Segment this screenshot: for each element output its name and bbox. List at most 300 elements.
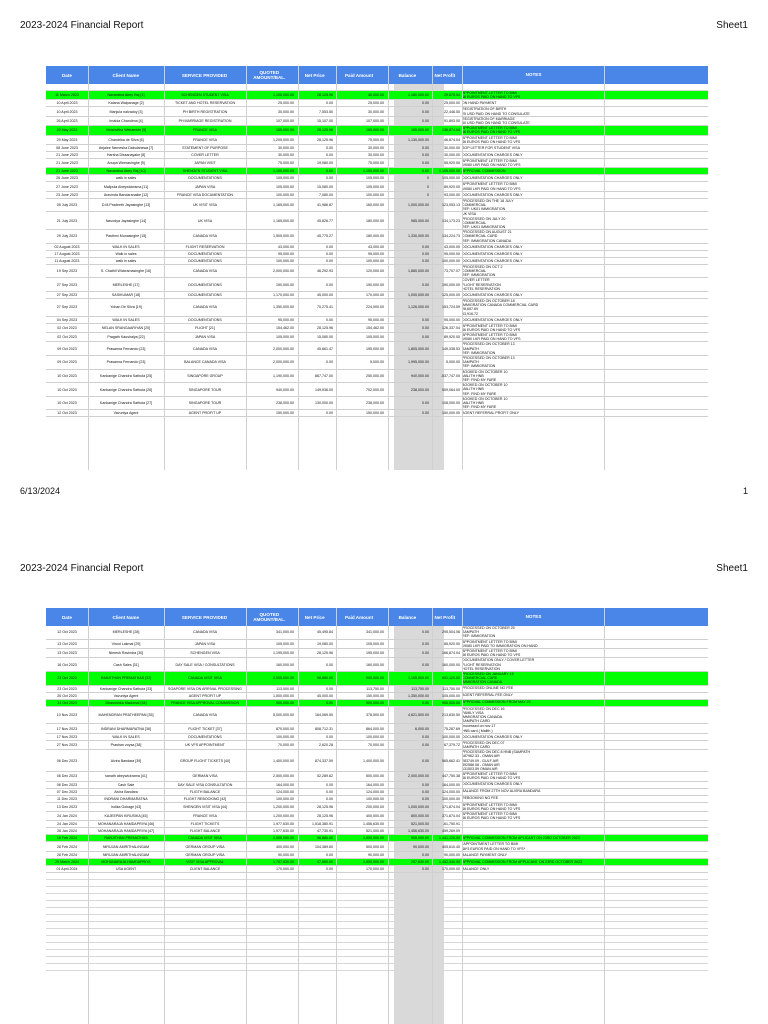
cell-balance: 0.00 xyxy=(422,401,429,406)
cell-notes: APPROVAL COMMISSION FROM MAY 23 xyxy=(462,700,531,705)
cell-service: FRANCE VISA xyxy=(193,137,217,142)
blank-row xyxy=(46,964,708,971)
print-date: 6/13/2024 xyxy=(20,486,61,496)
cell-paid: 250,000.00 xyxy=(366,373,384,378)
cell-date: 21 June 2023 xyxy=(56,152,78,157)
grid-line xyxy=(336,66,337,470)
table-row xyxy=(46,91,708,100)
cell-date: 06 Dec 2023 xyxy=(56,758,78,763)
cell-client: MERLESHE [17] xyxy=(112,282,140,287)
cell-paid: 341,000.00 xyxy=(366,630,384,635)
cell-net-price: 0.00 xyxy=(326,866,333,871)
cell-service: GERMAN GROUP VISA xyxy=(185,844,225,849)
cell-notes: APPROVAL COMMISSION FROM APLICANT ON 23RD OCTOBER 2023 xyxy=(462,836,580,841)
cell-net-profit: 150,000.00 xyxy=(442,411,460,416)
cell-service: JAPAN VISA xyxy=(194,335,216,340)
cell-notes: PROCESSED ONLINE NO FEE xyxy=(462,686,514,691)
cell-net-profit: 25,000.00 xyxy=(444,101,460,106)
cell-date: 26 April 2023 xyxy=(56,118,78,123)
grid-line xyxy=(604,608,605,1024)
cell-date: 26 Jan 2024 xyxy=(57,829,77,834)
cell-service: CLIENT BALANCE xyxy=(189,866,221,871)
grid-line xyxy=(88,608,89,1024)
cell-balance: 0 xyxy=(427,176,429,181)
cell-date: 05 July 2023 xyxy=(56,203,78,208)
cell-service: DOCUMENTATIONS xyxy=(188,258,222,263)
cell-net-profit: -537,747.00 xyxy=(440,373,460,378)
cell-client: Yohan De Silva [19] xyxy=(110,305,142,310)
cell-quoted: 1,707,630.00 xyxy=(273,859,294,864)
cell-net-profit: 841,120.00 xyxy=(442,676,460,681)
cell-client: Alvira Bandara [39] xyxy=(110,758,142,763)
column-header-paid: Paid Amount xyxy=(344,72,374,78)
cell-net-profit: 46,874.04 xyxy=(444,137,460,142)
cell-net-price: 0.00 xyxy=(326,411,333,416)
cell-service: PH MARRIAGE REGISTRATION xyxy=(178,118,232,123)
cell-service: FRANCE VISA xyxy=(193,814,217,819)
cell-client: WALK IN SALES xyxy=(112,734,140,739)
table-row xyxy=(46,842,708,851)
cell-net-price: 15,080.00 xyxy=(317,335,333,340)
cell-date: 16 Oct 2023 xyxy=(57,662,77,667)
cell-net-profit: 125,000.00 xyxy=(442,292,460,297)
table-row xyxy=(46,812,708,821)
cell-net-profit: 190,000.00 xyxy=(442,282,460,287)
cell-paid: 100,000.00 xyxy=(366,258,384,263)
table-row xyxy=(46,192,708,199)
cell-service: DOCUMENTATIONS xyxy=(188,734,222,739)
cell-quoted: 100,000.00 xyxy=(276,734,294,739)
column-header-net-price: Net Price xyxy=(304,72,325,78)
cell-client: Kankanige Chandra Sathuta [33] xyxy=(99,686,153,691)
cell-net-price: 0.00 xyxy=(326,852,333,857)
column-header-client: Client Name xyxy=(112,614,140,620)
cell-client: NIRUJAN AMRITHALINGAM xyxy=(102,852,150,857)
cell-notes: PROCESSED ON OCTOBER 13 SAMPATH REF: IMMIGRATION xyxy=(462,356,515,369)
cell-paid: 75,000.00 xyxy=(368,137,384,142)
cell-paid: 154,462.00 xyxy=(366,325,384,330)
column-header-paid: Paid Amount xyxy=(344,614,374,620)
table-row xyxy=(46,796,708,803)
cell-client: SASIKUMAR [18] xyxy=(111,292,141,297)
cell-net-price: 0.00 xyxy=(326,258,333,263)
table-row xyxy=(46,782,708,789)
cell-balance: 0.00 xyxy=(422,734,429,739)
cell-paid: 100,000.00 xyxy=(366,734,384,739)
cell-notes: DOCUMENTATION ONLY / COVER LETTER FLIGHT RESERVATION HOTEL RESERVATION xyxy=(462,658,535,671)
table-row xyxy=(46,100,708,107)
cell-service: CANADA VISA xyxy=(193,234,217,239)
table-row xyxy=(46,789,708,796)
table-row xyxy=(46,750,708,772)
cell-net-price: 0.00 xyxy=(326,169,333,174)
cell-service: DOCUMENTATIONS xyxy=(188,317,222,322)
cell-net-profit: 1,452,340.00 xyxy=(439,859,460,864)
cell-client: MOHANARAJA HAMDAPRIYA xyxy=(101,859,151,864)
table-row xyxy=(46,693,708,700)
table-row xyxy=(46,230,708,244)
cell-balance: 0.00 xyxy=(422,411,429,416)
cell-date: 31 Oct 2023 xyxy=(57,700,77,705)
cell-paid: 190,000.00 xyxy=(366,282,384,287)
cell-quoted: 25,000.00 xyxy=(278,101,294,106)
cell-service: DOCUMENTATIONS xyxy=(188,251,222,256)
cell-client: Prasanna Fernando [23] xyxy=(106,360,146,365)
cell-service: JAPAN VISA xyxy=(194,184,216,189)
cell-balance: 0.00 xyxy=(422,251,429,256)
cell-quoted: 105,000.00 xyxy=(276,184,294,189)
cell-client: sanath abeywickrama [41] xyxy=(105,774,147,779)
cell-date: 02 Oct 2023 xyxy=(57,335,77,340)
cell-client: D.M.Pradeeth Jayasinghe [13] xyxy=(101,203,151,208)
cell-client: WALK IN SALES xyxy=(112,317,140,322)
cell-paid: 170,000.00 xyxy=(366,866,384,871)
cell-quoted: 900,000.00 xyxy=(276,700,294,705)
cell-service: FLIGTH BALANCE xyxy=(189,789,221,794)
cell-notes: APPOINTMENT LETTER TO BIMI 46 EUROS PAID ON HAND TO VFS xyxy=(462,772,521,781)
cell-service: GERMAN GROUP VISA xyxy=(185,852,225,857)
cell-date: 04 Sep 2023 xyxy=(56,317,78,322)
cell-notes: APPOINTMENT LETTER TO BIMI 46 EUROS PAID ON HAND TO VFS xyxy=(462,648,521,658)
cell-service: AGENT PROFIT UP xyxy=(188,693,222,698)
table-row xyxy=(46,107,708,116)
blank-row xyxy=(46,950,708,957)
cell-notes: PROCESSED ON OCT 2 COMMERCIAL REF: IMMIGRATION xyxy=(462,264,503,278)
cell-date: 13 Dec 2023 xyxy=(56,804,78,809)
cell-notes: *APPOINTMENT LETTER TO BIMI 46*3 EUROS PAID ON HAND TO VFS* xyxy=(462,842,526,851)
cell-quoted: 1,505,000.00 xyxy=(273,234,294,239)
table-row xyxy=(46,145,708,152)
cell-notes: AGENT REFERRAL PROFIT ONLY xyxy=(462,411,519,416)
blank-row xyxy=(46,943,708,950)
cell-notes: DOCUMENTATION CHARGES ONLY xyxy=(462,192,523,197)
blank-row xyxy=(46,873,708,880)
cell-notes: PROCESSED ON OCTOBER 13 SAMPATH REF: IMMIGRATION xyxy=(462,342,515,355)
cell-quoted: 107,000.00 xyxy=(276,118,294,123)
cell-notes: DOCUMENTATION CHARGES ONLY xyxy=(462,317,523,322)
table-row xyxy=(46,126,708,135)
cell-balance: 1,995,000.00 xyxy=(408,360,429,365)
report-title: 2023-2024 Financial Report xyxy=(20,20,144,31)
cell-quoted: 105,000.00 xyxy=(276,641,294,646)
cell-net-profit: 134,173.23 xyxy=(442,218,460,223)
cell-service: CANADA VISIT VISA xyxy=(188,836,222,841)
table-row xyxy=(46,672,708,686)
cell-service: GERMAN VISA xyxy=(192,774,218,779)
cell-quoted: 2,000,000.00 xyxy=(273,269,294,274)
cell-notes: APPOINTMENT LETTER TO BIMI 19080 LKR PAID ON HAND TO VFS xyxy=(462,158,521,168)
cell-service: SHENGEN STUDENT VISA xyxy=(182,169,228,174)
cell-net-price: 41,986.87 xyxy=(317,203,333,208)
cell-paid: 113,750.00 xyxy=(366,686,384,691)
cell-paid: 95,000.00 xyxy=(368,251,384,256)
table-row xyxy=(46,317,708,324)
cell-net-profit: 73,707.07 xyxy=(444,269,460,274)
cell-paid: 105,000.00 xyxy=(366,641,384,646)
table-row xyxy=(46,251,708,258)
report-title-page-2: 2023-2024 Financial Report xyxy=(20,563,144,574)
cell-net-profit: 565,662.41 xyxy=(442,758,460,763)
cell-net-profit: 170,000.00 xyxy=(442,866,460,871)
cell-quoted: 100,000.00 xyxy=(276,258,294,263)
cell-balance: 0.00 xyxy=(422,796,429,801)
cell-client: Navaratna Abey Raj [10] xyxy=(106,169,146,174)
cell-net-profit: 126,337.04 xyxy=(442,325,460,330)
cell-service: SINGAPORE GROUP xyxy=(187,373,223,378)
cell-paid: 170,000.00 xyxy=(366,292,384,297)
cell-service: FRANCE VISA APPROVAL COMMISSION xyxy=(170,700,240,705)
cell-quoted: 238,000.00 xyxy=(276,401,294,406)
cell-balance: 0.00 xyxy=(422,852,429,857)
cell-quoted: 1,200,000.00 xyxy=(273,814,294,819)
blank-row xyxy=(46,929,708,936)
cell-net-price: 28,125.96 xyxy=(317,814,333,819)
cell-net-profit: 1,105,000.00 xyxy=(439,169,460,174)
cell-date: 28 Feb 2024 xyxy=(56,844,78,849)
cell-net-profit: 459,269.09 xyxy=(442,829,460,834)
cell-quoted: 1,400,000.00 xyxy=(273,758,294,763)
cell-balance: 0.00 xyxy=(422,782,429,787)
cell-net-profit: -61,750.91 xyxy=(442,822,460,827)
cell-balance: 0.00 xyxy=(422,335,429,340)
column-header-service: SERVICE PROVIDED xyxy=(181,614,228,620)
table-row xyxy=(46,772,708,781)
cell-net-price: 28,125.96 xyxy=(317,651,333,656)
cell-quoted: 5,000,000.00 xyxy=(273,712,294,717)
report-page-2 xyxy=(0,512,768,1024)
cell-service: UK VISIT VISA xyxy=(192,203,218,208)
cell-service: TICKET AND HOTEL RESERVATION xyxy=(174,101,236,106)
cell-net-price: 47,660.00 xyxy=(317,859,333,864)
cell-paid: 1,105,000.00 xyxy=(363,169,384,174)
cell-balance: 0.00 xyxy=(422,145,429,150)
table-row xyxy=(46,356,708,370)
cell-balance: 0.00 xyxy=(422,101,429,106)
cell-net-price: 0.00 xyxy=(326,251,333,256)
cell-date: 27 Sep 2023 xyxy=(56,292,78,297)
cell-net-price: 0.00 xyxy=(326,782,333,787)
cell-quoted: 100,000.00 xyxy=(276,796,294,801)
blank-row xyxy=(46,936,708,943)
cell-net-profit: 124,000.00 xyxy=(442,789,460,794)
cell-net-profit: 134,224.73 xyxy=(442,234,460,239)
cell-client: Kankanige Chandra Sathuta [26] xyxy=(99,387,153,392)
cell-net-price: 58,880.00 xyxy=(317,676,333,681)
cell-notes: processed on nov 17 HNB card ( Malith ) xyxy=(462,724,496,733)
table-row xyxy=(46,741,708,750)
cell-quoted: 2,005,000.00 xyxy=(273,836,294,841)
cell-notes: DOCUMENTATION CHARGES ONLY xyxy=(462,176,523,181)
cell-client: Walk in sales xyxy=(115,251,137,256)
cell-date: 16 Feb 2024 xyxy=(56,836,78,841)
cell-net-price: 28,125.96 xyxy=(317,804,333,809)
cell-service: STATEMENT OF PURPOSE xyxy=(182,145,228,150)
table-row xyxy=(46,724,708,733)
cell-client: Kankanige Chandra Sathuta [25] xyxy=(99,373,153,378)
cell-quoted: 341,000.00 xyxy=(276,630,294,635)
cell-notes: UK VISA PROCESSED ON JULY 20 COMMERCIAL REF: UK01 IMMIGRATION xyxy=(462,212,506,229)
cell-service: BALANCE CANADA VISA xyxy=(184,360,226,365)
cell-net-price: 45,775.27 xyxy=(317,234,333,239)
cell-paid: 864,000.00 xyxy=(366,726,384,731)
cell-balance: 238,000.00 xyxy=(411,387,429,392)
cell-balance: 1,456,630.00 xyxy=(408,829,429,834)
cell-quoted: 1,165,000.00 xyxy=(273,218,294,223)
cell-service: CANADA VISA xyxy=(193,346,217,351)
cell-paid: 180,000.00 xyxy=(366,218,384,223)
cell-notes: APPOINTMENT LETTER TO BIMI 19080 LKR PAID TO IMMIGRATION ON HAND xyxy=(462,639,538,648)
cell-balance: 1,880,000.00 xyxy=(408,269,429,274)
cell-balance: 0.00 xyxy=(422,789,429,794)
cell-date: 02 August 2023 xyxy=(54,244,80,249)
cell-net-price: 0.00 xyxy=(326,796,333,801)
cell-balance: 0.00 xyxy=(422,152,429,157)
cell-notes: REGISTRATION OF BIRTH 25 USD PAID ON HAND TO CONSULATE xyxy=(462,107,530,116)
cell-quoted: 30,000.00 xyxy=(278,145,294,150)
blank-row xyxy=(46,901,708,908)
cell-date: 10 Oct 2023 xyxy=(57,373,77,378)
cell-notes: BALANCE ONLY xyxy=(462,866,490,871)
table-row xyxy=(46,626,708,640)
table-row xyxy=(46,168,708,175)
cell-quoted: 170,000.00 xyxy=(276,866,294,871)
cell-notes: APPROVAL COMMISSION FROM APPLICANT ON 23RD OCTOBER 2023 xyxy=(462,859,583,864)
cell-balance: 1,160,000.00 xyxy=(408,93,429,98)
cell-date: 07 Dec 2023 xyxy=(56,789,78,794)
column-header-net-profit: Net Profit xyxy=(434,72,456,78)
cell-quoted: 105,000.00 xyxy=(276,176,294,181)
cell-net-profit: 105,000.00 xyxy=(442,693,460,698)
cell-service: FLIGHT [21] xyxy=(195,325,215,330)
cell-date: 02 Oct 2023 xyxy=(57,325,77,330)
column-header-row xyxy=(46,608,708,626)
cell-quoted: 1,105,000.00 xyxy=(273,93,294,98)
table-row xyxy=(46,828,708,835)
cell-balance: 90,000.00 xyxy=(413,844,429,849)
cell-quoted: 160,000.00 xyxy=(276,662,294,667)
cell-paid: 224,000.00 xyxy=(366,305,384,310)
cell-net-profit: 89,920.00 xyxy=(444,335,460,340)
cell-service: CANADA VISA xyxy=(193,305,217,310)
cell-net-price: 19,080.00 xyxy=(317,641,333,646)
cell-net-price: 0.00 xyxy=(326,360,333,365)
cell-quoted: 1,165,000.00 xyxy=(273,203,294,208)
cell-client: Cash Sale xyxy=(117,782,135,787)
cell-paid: 90,000.00 xyxy=(368,852,384,857)
cell-client: Nimesh Ravindra [30] xyxy=(108,651,144,656)
cell-notes: BOOKED ON OCTOBER 10 MALITH HNB REF: FIND MY FARE xyxy=(462,396,508,410)
cell-net-profit: 90,000.00 xyxy=(444,852,460,857)
cell-notes: PROCESSED ON DEC 07 SAMPATH CARD xyxy=(462,740,505,749)
table-row xyxy=(46,265,708,279)
cell-quoted: 124,000.00 xyxy=(276,789,294,794)
cell-net-profit: 30,000.00 xyxy=(444,152,460,157)
table-row xyxy=(46,370,708,384)
cell-balance: 0.00 xyxy=(422,866,429,871)
cell-notes: DOCUMENTATION CHARGES ONLY xyxy=(462,782,523,787)
grid-line xyxy=(432,608,433,1024)
cell-notes: DOCUMENTATION CHARGES ONLY xyxy=(462,152,523,157)
cell-client: Aravinda Bandaranaike [12] xyxy=(103,192,149,197)
cell-client: INDRANI DHARMARATNA [36] xyxy=(100,726,152,731)
cell-net-profit: 171,874.04 xyxy=(442,804,460,809)
cell-net-profit: 100,000.00 xyxy=(442,734,460,739)
cell-quoted: 100,000.00 xyxy=(276,192,294,197)
cell-balance: 985,000.00 xyxy=(411,218,429,223)
cell-client: Prasanna Fernando [23] xyxy=(106,346,146,351)
cell-paid: 105,000.00 xyxy=(366,184,384,189)
cell-client: walk in sales xyxy=(115,176,137,181)
cell-client: MERLESHE [28] xyxy=(112,630,140,635)
cell-quoted: 90,000.00 xyxy=(278,852,294,857)
grid-line xyxy=(88,66,89,470)
cell-balance: 521,000.00 xyxy=(411,822,429,827)
cell-date: 23 Oct 2023 xyxy=(57,686,77,691)
cell-paid: 105,000.00 xyxy=(366,176,384,181)
grid-line xyxy=(462,608,463,1024)
cell-balance: 1,105,000.00 xyxy=(408,676,429,681)
cell-net-price: 70,275.41 xyxy=(317,305,333,310)
cell-paid: 238,000.00 xyxy=(366,401,384,406)
cell-balance: 207,630.00 xyxy=(411,859,429,864)
table-row xyxy=(46,866,708,873)
cell-service: DOCUMENTATIONS xyxy=(188,176,222,181)
cell-net-profit: 93,000.00 xyxy=(444,192,460,197)
table-row xyxy=(46,686,708,693)
column-header-row xyxy=(46,66,708,84)
cell-date: 29 May 2023 xyxy=(56,137,78,142)
cell-quoted: 1,350,000.00 xyxy=(273,305,294,310)
cell-client: MOHANARAJA HAMDAPRIYA [46] xyxy=(97,822,155,827)
cell-net-price: 45,000.00 xyxy=(317,292,333,297)
cell-client: USA AGENT xyxy=(115,866,137,871)
cell-notes: DOCUMENTATION CHARGES ONLY xyxy=(462,734,523,739)
cell-quoted: 164,000.00 xyxy=(276,782,294,787)
grid-line xyxy=(246,608,247,1024)
grid-line xyxy=(298,608,299,1024)
cell-paid: 165,000.00 xyxy=(366,128,384,133)
cell-client: Vinishvitha Wekamble [5] xyxy=(105,128,147,133)
column-header-notes: NOTES xyxy=(525,613,542,619)
cell-quoted: 1,170,000.00 xyxy=(273,292,294,297)
cell-net-profit: 295,504.06 xyxy=(442,630,460,635)
cell-quoted: 1,977,630.00 xyxy=(273,822,294,827)
cell-service: CANADA VISA xyxy=(193,712,217,717)
cell-date: 29 July 2023 xyxy=(56,234,78,239)
cell-net-price: 7,080.00 xyxy=(319,192,333,197)
cell-quoted: 870,000.00 xyxy=(276,726,294,731)
column-header-net-profit: Net Profit xyxy=(434,614,456,620)
cell-notes: PROCESSED ON THE 18 JULY COMMERCIAL REF: UK01 IMMIGRATION xyxy=(462,198,514,212)
cell-notes: APPOINTMENT LETTER TO BIMI 19080 LKR PAID ON HAND TO VFS xyxy=(462,333,521,342)
cell-client: Alvira Bandara xyxy=(114,789,138,794)
cell-notes: APPOINTMENT LETTER TO BIMI 46 EUROS PAID ON HAND TO VFS xyxy=(462,323,521,332)
grid-line xyxy=(164,608,165,1024)
cell-service: SCHENGEN STUDENT VISA xyxy=(181,93,229,98)
cell-balance: 0.00 xyxy=(422,325,429,330)
spreadsheet-grid-page-1 xyxy=(46,66,708,470)
cell-service: CANADA VISIT VISA xyxy=(188,676,222,681)
table-row xyxy=(46,212,708,230)
page-number: 1 xyxy=(742,486,748,496)
cell-balance: 0.00 xyxy=(422,700,429,705)
cell-date: 29 May 2023 xyxy=(56,128,78,133)
cell-service: FRANCE VISA DOCUMENTATION xyxy=(177,192,233,197)
table-row xyxy=(46,258,708,265)
cell-net-profit: 213,830.50 xyxy=(442,712,460,717)
cell-quoted: 30,000.00 xyxy=(278,152,294,157)
table-row xyxy=(46,410,708,417)
